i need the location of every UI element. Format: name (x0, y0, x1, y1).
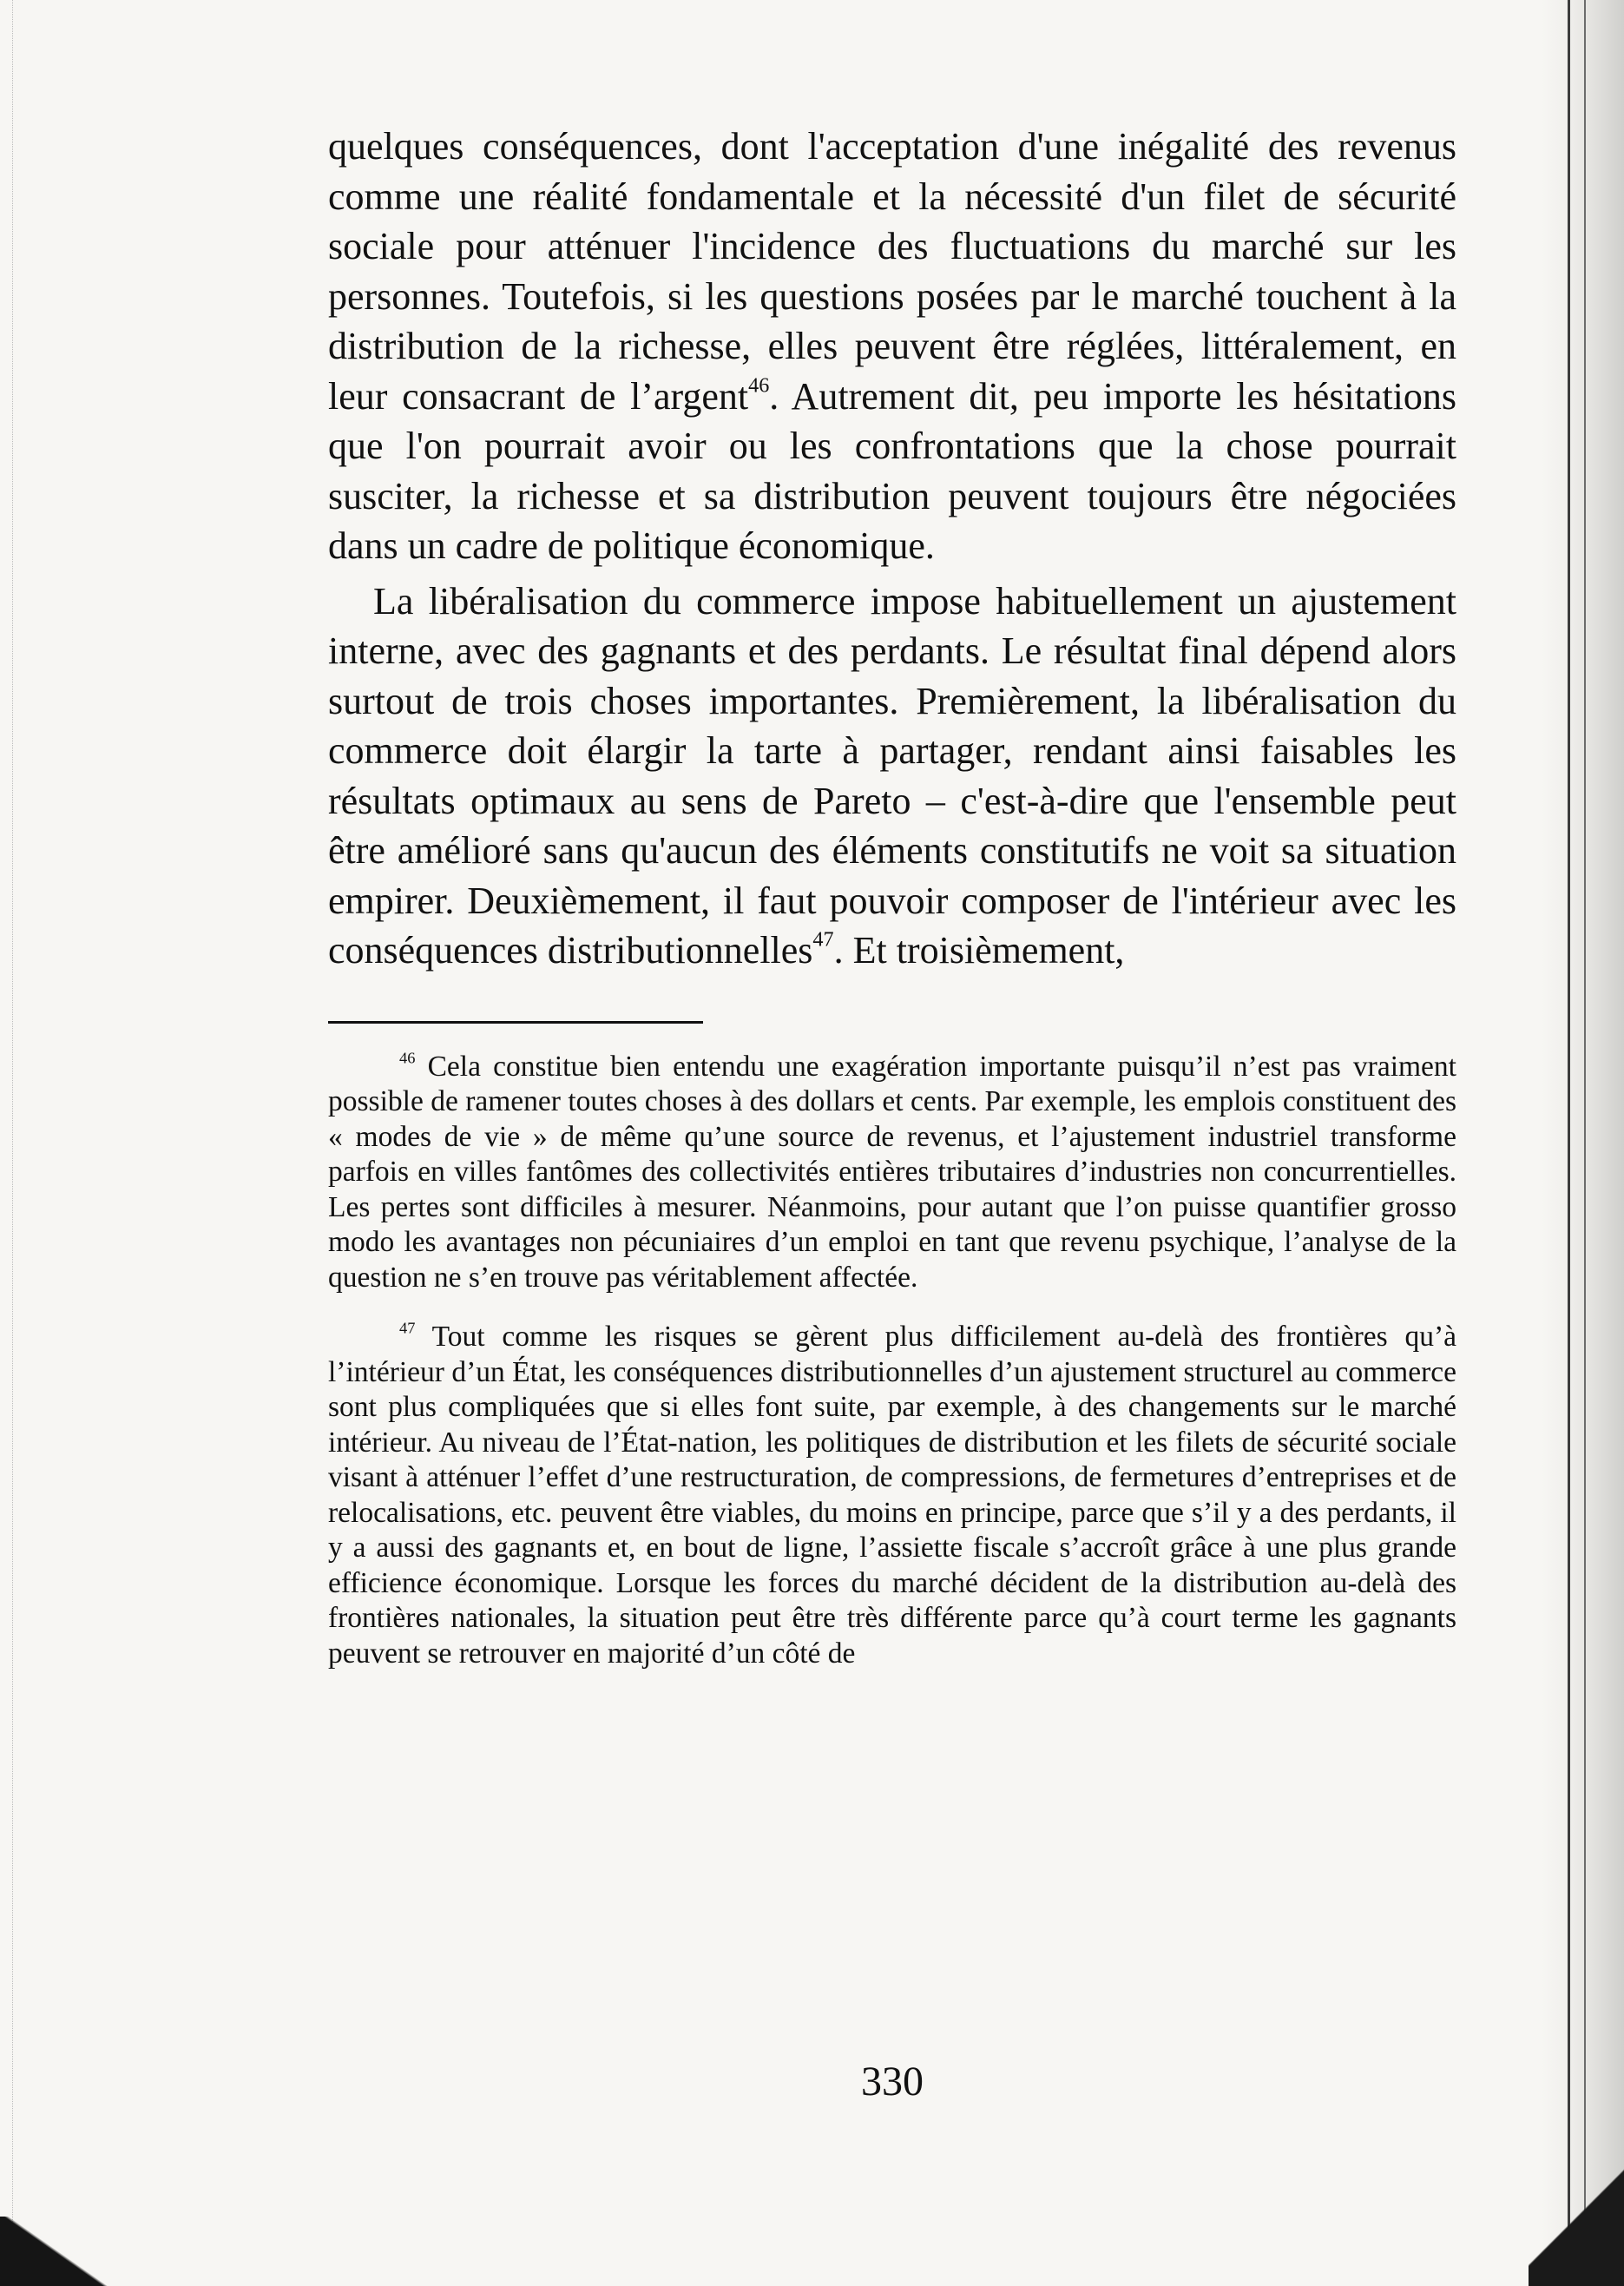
footnote-ref-47[interactable]: 47 (812, 927, 834, 952)
book-spine-line (1568, 0, 1570, 2286)
book-spine-line-secondary (1584, 0, 1586, 2286)
paragraph-2-text-b: . Et troisièmement, (833, 929, 1125, 972)
paragraph-1-text-a: quelques conséquences, dont l'acceptation d'une inégalité des revenus comme une réalité fondamentale et la nécessité d'un filet de sécurité sociale pour atténuer l'incidence des fluctuations du marché sur les personnes. Toutefois, si les questions posées par le marché touchent à la distribution de la richesse, elles peuvent être réglées, littéralement, en leur consacrant de l’argent (328, 125, 1456, 418)
paragraph-1-text-b: . Autrement dit, peu importe les hésitations que l'on pourrait avoir ou les confrontations que la chose pourrait susciter, la richesse et sa distribution peuvent toujours être négociées dans un cadre de politique économique. (328, 374, 1456, 567)
footnote-separator (328, 1021, 703, 1024)
document-page (328, 122, 1456, 2105)
footnote-number-46: 46 (399, 1048, 416, 1066)
paragraph-1 (328, 122, 1456, 571)
scan-edge-left (0, 0, 13, 2286)
footnote-46 (328, 1050, 1456, 1296)
footnote-46-text: Cela constitue bien entendu une exagération importante puisqu’il n’est pas vraiment possible de ramener toutes choses à des dollars et cents. Par exemple, les emplois constituent des « modes de vie » de même qu’une source de revenus, et l’ajustement industriel transforme parfois en villes fantômes des collectivités entières tributaires d’industries non concurrentielles. Les pertes sont difficiles à mesurer. Néanmoins, pour autant que l’on puisse quantifier grosso modo les avantages non pécuniaires d’un emploi en tant que revenu psychique, l’analyse de la question ne s’en trouve pas véritablement affectée. (328, 1050, 1456, 1294)
footnotes (328, 1050, 1456, 1672)
footnote-47-text: Tout comme les risques se gèrent plus difficilement au-delà des frontières qu’à l’intérieur d’un État, les conséquences distributionnelles d’un ajustement structurel au commerce sont plus compliquées que si elles font suite, par exemple, à des changements sur le marché intérieur. Au niveau de l’État-nation, les politiques de distribution et les filets de sécurité sociale visant à atténuer l’effet d’une restructuration, de compressions, de fermetures d’entreprises et de relocalisations, etc. peuvent être viables, du moins en principe, parce que s’il y a des perdants, il y a aussi des gagnants et, en bout de ligne, l’assiette fiscale s’accroît grâce à une plus grande efficience économique. Lorsque les forces du marché décident de la distribution au-delà des frontières nationales, la situation peut être très différente parce qu’à court terme les gagnants peuvent se retrouver en majorité d’un côté de (328, 1321, 1456, 1670)
paragraph-2-text-a: La libéralisation du commerce impose habituellement un ajustement interne, avec des gagnants et des perdants. Le résultat final dépend alors surtout de trois choses importantes. Premièrement, la libéralisation du commerce doit élargir la tarte à partager, rendant ainsi faisables les résultats optimaux au sens de Pareto – c'est-à-dire que l'ensemble peut être amélioré sans qu'aucun des éléments constitutifs ne voit sa situation empirer. Deuxièmement, il faut pouvoir composer de l'intérieur avec les conséquences distributionnelles (328, 579, 1456, 972)
scan-corner-bottom-right (1529, 2147, 1624, 2286)
page-number: 330 (861, 2059, 924, 2105)
footnote-ref-46[interactable]: 46 (748, 373, 770, 398)
body-text (328, 122, 1456, 976)
scan-corner-bottom-left (0, 2217, 130, 2286)
scan-edge-right (1542, 0, 1624, 2286)
footnote-number-47: 47 (399, 1319, 416, 1337)
paragraph-2 (328, 576, 1456, 976)
footnote-47 (328, 1320, 1456, 1671)
